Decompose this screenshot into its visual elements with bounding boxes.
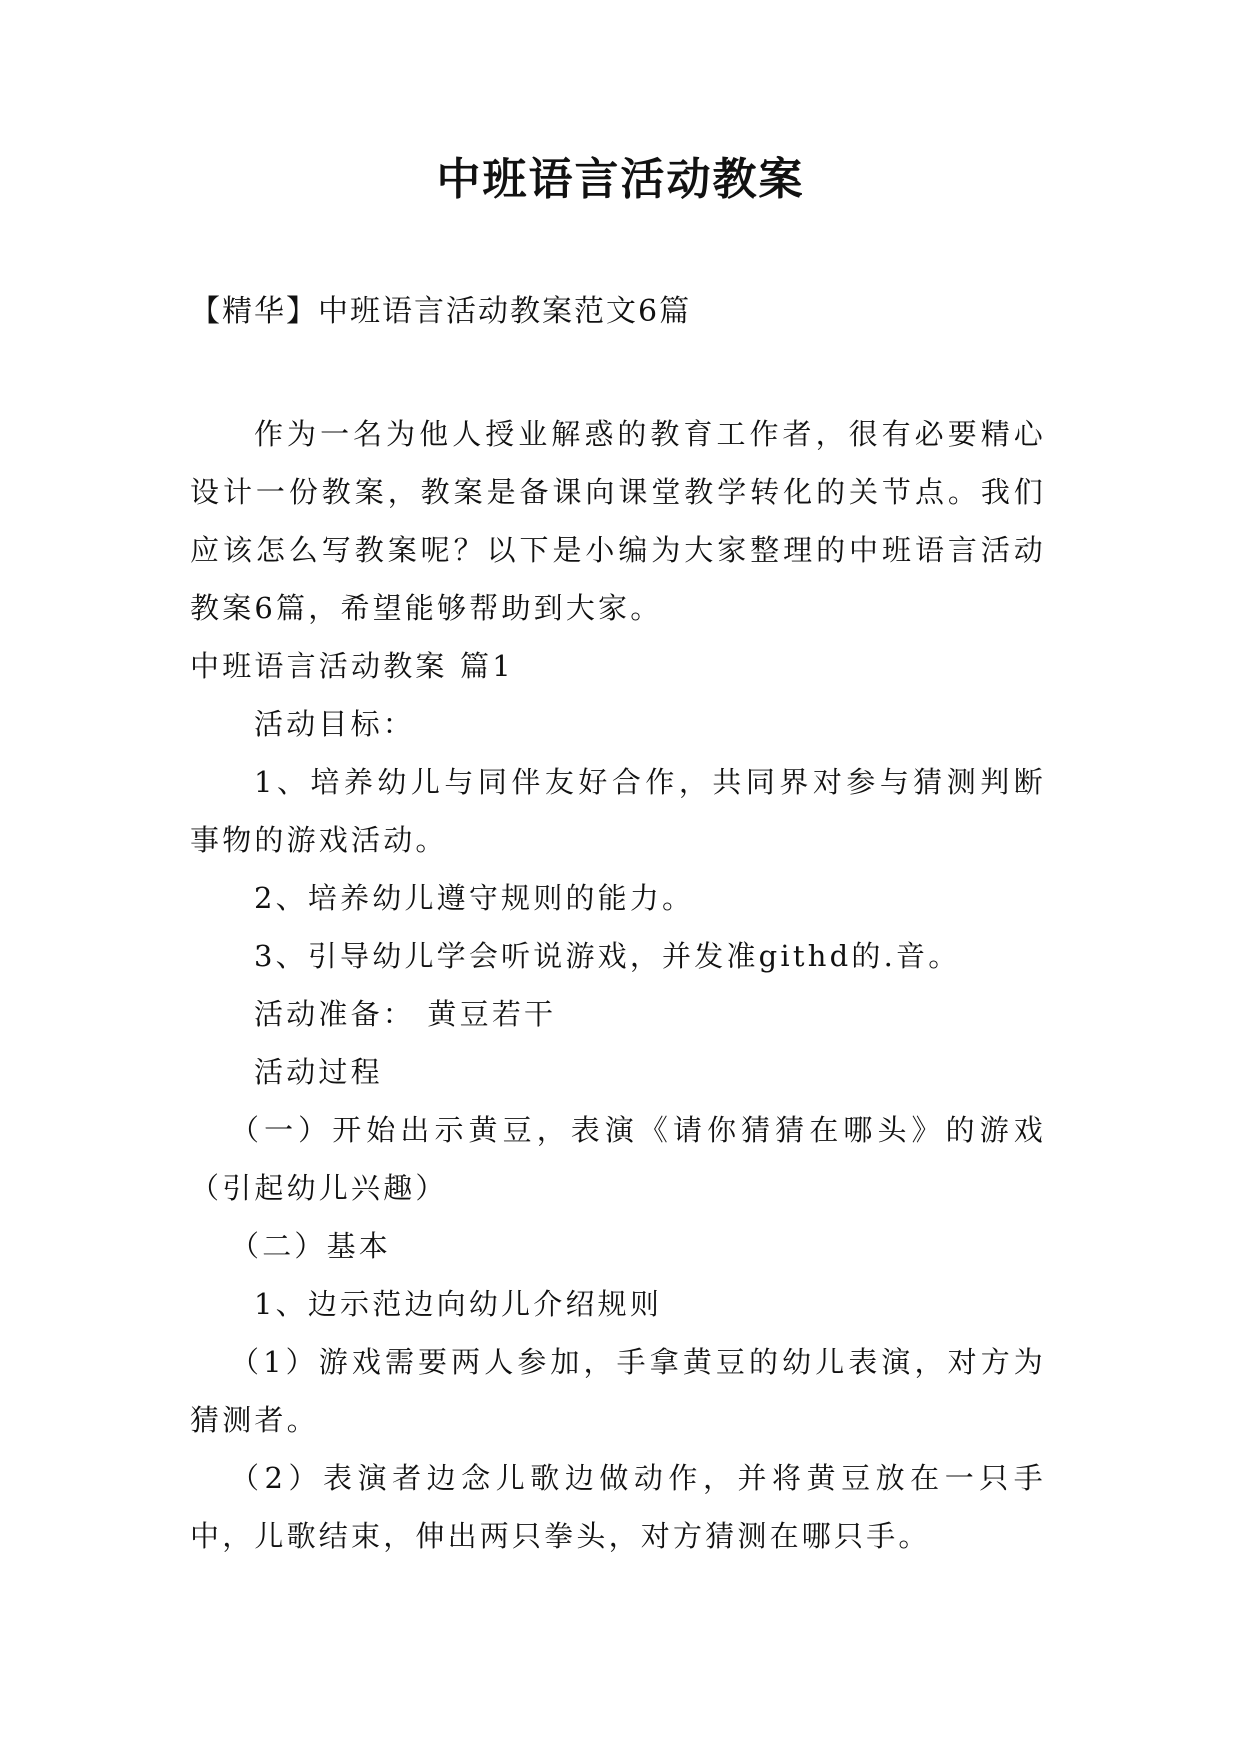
process-step: （一）开始出示黄豆，表演《请你猜猜在哪头》的游戏（引起幼儿兴趣）: [190, 1113, 1046, 1205]
process-step: 1、边示范边向幼儿介绍规则: [254, 1287, 663, 1321]
section-heading: 中班语言活动教案 篇1: [190, 649, 514, 683]
document-subtitle: 【精华】中班语言活动教案范文6篇: [190, 294, 692, 329]
process-heading: 活动过程: [254, 1055, 383, 1089]
rule-item: （1）游戏需要两人参加，手拿黄豆的幼儿表演，对方为猜测者。: [190, 1345, 1046, 1437]
goals-heading: 活动目标：: [254, 707, 416, 741]
document-body: [190, 405, 1046, 1565]
goal-item: 1、培养幼儿与同伴友好合作，共同界对参与猜测判断事物的游戏活动。: [190, 765, 1046, 857]
preparation-line: 活动准备： 黄豆若干: [254, 997, 557, 1031]
intro-paragraph: 作为一名为他人授业解惑的教育工作者，很有必要精心设计一份教案，教案是备课向课堂教学转化的关节点。我们应该怎么写教案呢？以下是小编为大家整理的中班语言活动教案6篇，希望能够帮助到大家。: [190, 417, 1046, 625]
process-step: （二）基本: [230, 1229, 392, 1263]
document-title: 中班语言活动教案: [436, 154, 805, 205]
rule-item: （2）表演者边念儿歌边做动作，并将黄豆放在一只手中，儿歌结束，伸出两只拳头，对方猜测在哪只手。: [190, 1461, 1046, 1553]
goal-item: 3、引导幼儿学会听说游戏，并发准githd的.音。: [254, 939, 961, 973]
goal-item: 2、培养幼儿遵守规则的能力。: [254, 881, 695, 915]
